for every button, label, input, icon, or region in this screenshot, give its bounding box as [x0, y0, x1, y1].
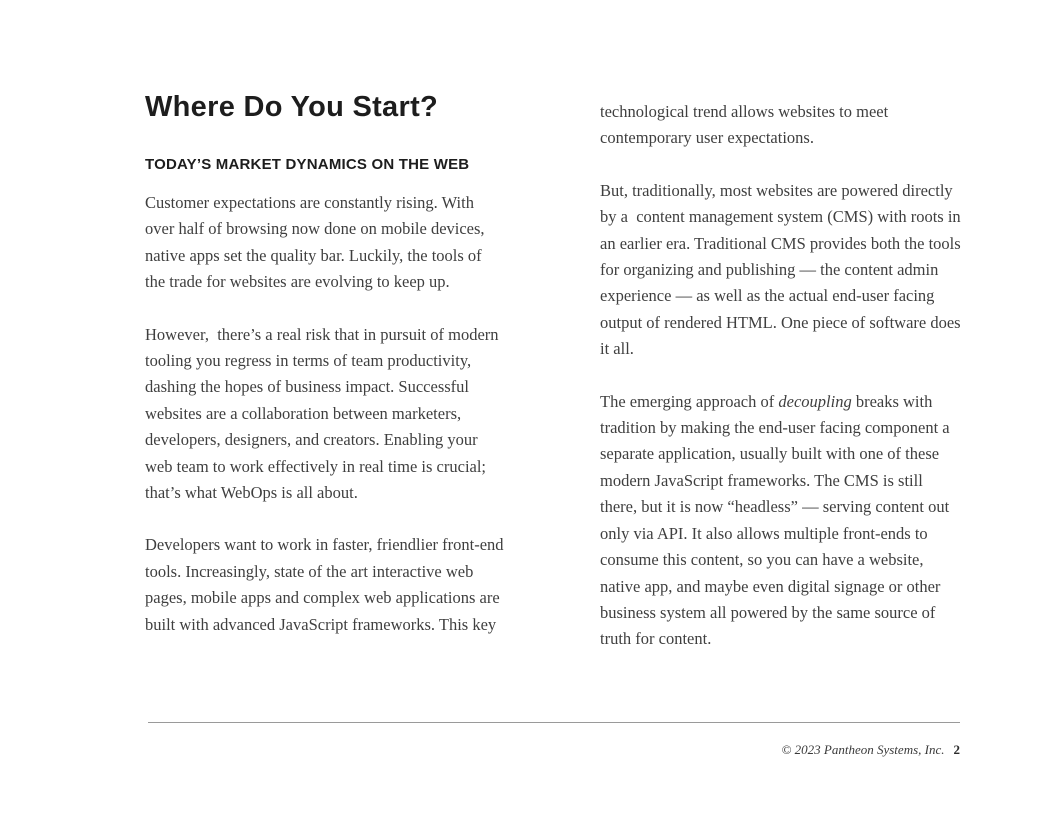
page-footer [148, 742, 960, 758]
body-paragraph-right-1: technological trend allows websites to meet contemporary user expectations. [600, 102, 893, 148]
body-paragraph-right-3 [600, 389, 962, 653]
left-column [145, 91, 508, 638]
emphasis-term-decoupling: decoupling [778, 391, 852, 411]
paragraph-segment: The emerging approach of [600, 391, 779, 411]
page-number: 2 [953, 742, 960, 757]
paragraph-segment: breaks with tradition by making the end-user facing component a separate application, usually built with one of these modern JavaScript frameworks. The CMS is still there, but it is now “headless” — serving content out only via API. It also allows multiple front-ends to consume this content, so you can have a website, native app, and maybe even digital signage or other business system all powered by the same source of truth for content. [600, 391, 954, 649]
body-paragraph-left-1: Customer expectations are constantly rising. With over half of browsing now done on mobile devices, native apps set the quality bar. Luckily, the tools of the trade for websites are evolving to keep up. [145, 193, 489, 292]
section-heading: TODAY’S MARKET DYNAMICS ON THE WEB [145, 156, 470, 173]
footer-divider [148, 722, 960, 723]
body-paragraph-left-3: Developers want to work in faster, friendlier front-end tools. Increasingly, state of the art interactive web pages, mobile apps and complex web applications are built with advanced JavaScript frameworks. This key [145, 535, 508, 634]
right-column [600, 91, 965, 653]
body-paragraph-left-2: However, there’s a real risk that in pursuit of modern tooling you regress in terms of team productivity, dashing the hopes of business impact. Successful websites are a collaboration between marketers, developers, designers, and creators. Enabling your web team to work effectively in real time is crucial; that’s what WebOps is all about. [145, 324, 503, 503]
copyright-text: © 2023 Pantheon Systems, Inc. [781, 742, 945, 757]
page-title: Where Do You Start? [145, 91, 439, 123]
body-paragraph-right-2: But, traditionally, most websites are powered directly by a content management system (CMS) with roots in an earlier era. Traditional CMS provides both the tools for organizing and publishing — the content admin experience — as well as the actual end-user facing output of rendered HTML. One piece of software does it all. [600, 180, 965, 359]
